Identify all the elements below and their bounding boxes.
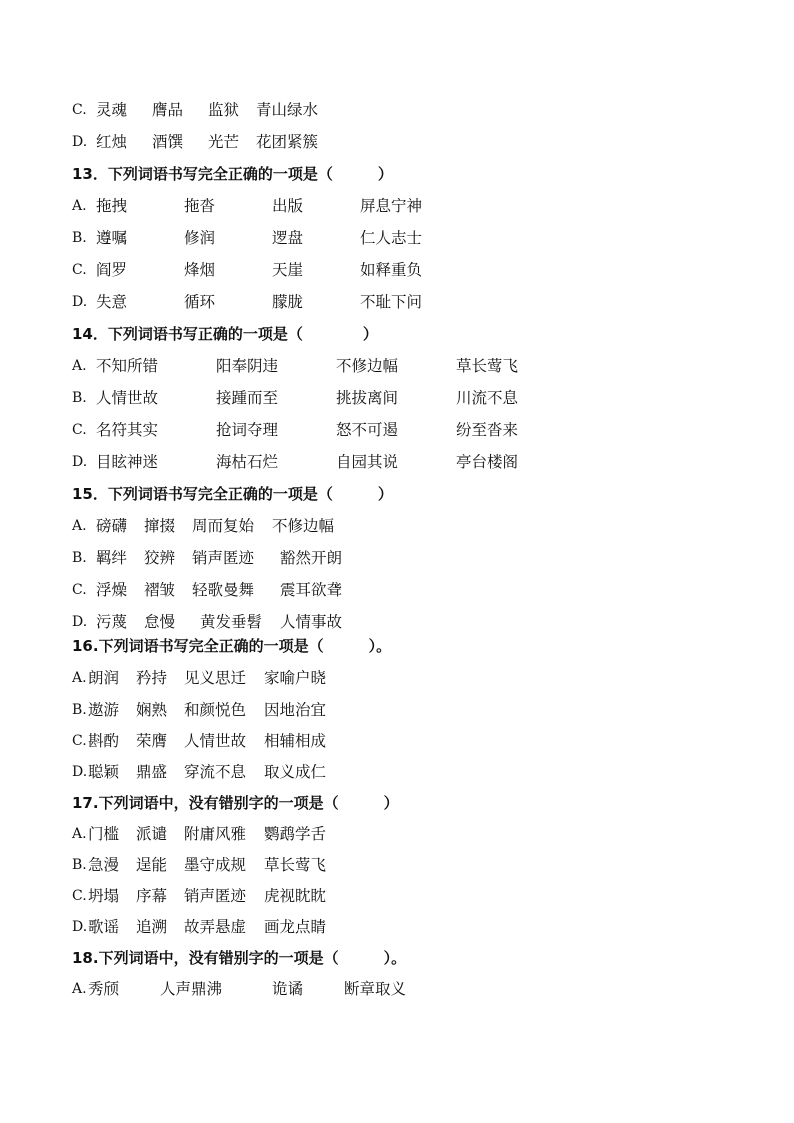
option-word: 狡辨 <box>144 549 176 567</box>
option-word: 青山绿水 <box>256 101 319 119</box>
option-word: 不知所错 <box>96 357 159 375</box>
option-word: 人情世故 <box>96 389 159 407</box>
option-word: 失意 <box>96 293 128 311</box>
question-17-stem: 17.下列词语中，没有错别字的一项是（ ） <box>72 794 399 812</box>
question-13-stem: 13．下列词语书写完全正确的一项是（ ） <box>72 165 393 183</box>
option-word: 斟酌 <box>88 732 120 750</box>
option-word: 断章取义 <box>344 980 407 998</box>
option-word: 轻歌曼舞 <box>192 581 255 599</box>
option-label: C. <box>72 888 87 904</box>
option-word: 附庸风雅 <box>184 825 247 843</box>
option-word: 浮燥 <box>96 581 128 599</box>
option-word: 人情事故 <box>280 613 343 631</box>
option-label: A. <box>72 198 87 214</box>
option-word: 不修边幅 <box>272 517 335 535</box>
option-label: A. <box>72 518 87 534</box>
option-word: 销声匿迹 <box>192 549 255 567</box>
option-word: 膺品 <box>152 101 184 119</box>
option-word: 循环 <box>184 293 216 311</box>
option-word: 矜持 <box>136 669 168 687</box>
option-word: 虎视眈眈 <box>264 887 327 905</box>
option-word: 销声匿迹 <box>184 887 247 905</box>
question-16-stem: 16.下列词语书写完全正确的一项是（ ）。 <box>72 637 392 655</box>
option-label: C. <box>72 262 87 278</box>
option-label: D. <box>72 919 88 935</box>
option-label: D. <box>72 294 88 310</box>
option-word: 屏息宁神 <box>360 197 423 215</box>
option-label: B. <box>72 857 87 873</box>
option-label: D. <box>72 764 88 780</box>
option-label: A. <box>72 670 87 686</box>
option-word: 出版 <box>272 197 304 215</box>
option-label: A. <box>72 981 87 997</box>
option-word: 朗润 <box>88 669 120 687</box>
option-word: 拖沓 <box>184 197 216 215</box>
option-label: B. <box>72 390 87 406</box>
option-word: 逞能 <box>136 856 168 874</box>
option-word: 仁人志士 <box>360 229 423 247</box>
option-word: 豁然开朗 <box>280 549 343 567</box>
option-word: 烽烟 <box>184 261 216 279</box>
option-word: 取义成仁 <box>264 763 327 781</box>
option-word: 亭台楼阁 <box>456 453 519 471</box>
option-word: 褶皱 <box>144 581 176 599</box>
option-label: D. <box>72 134 88 150</box>
option-word: 光芒 <box>208 133 240 151</box>
option-word: 污蔑 <box>96 613 128 631</box>
option-word: 歌谣 <box>88 918 120 936</box>
option-word: 坍塌 <box>88 887 120 905</box>
option-word: 序幕 <box>136 887 168 905</box>
question-15-stem: 15．下列词语书写完全正确的一项是（ ） <box>72 485 393 503</box>
option-word: 人情世故 <box>184 732 247 750</box>
option-label: D. <box>72 454 88 470</box>
option-word: 自园其说 <box>336 453 399 471</box>
option-label: C. <box>72 422 87 438</box>
option-word: 修润 <box>184 229 216 247</box>
option-word: 羁绊 <box>96 549 128 567</box>
option-word: 遨游 <box>88 701 120 719</box>
question-18-stem: 18.下列词语中，没有错别字的一项是（ ）。 <box>72 949 407 967</box>
option-word: 目眩神迷 <box>96 453 159 471</box>
option-word: 不修边幅 <box>336 357 399 375</box>
option-word: 阳奉阴违 <box>216 357 279 375</box>
option-word: 鼎盛 <box>136 763 168 781</box>
option-word: 朦胧 <box>272 293 304 311</box>
option-word: 抢词夺理 <box>216 421 279 439</box>
option-word: 撺掇 <box>144 517 176 535</box>
option-label: C. <box>72 733 87 749</box>
option-word: 聪颖 <box>88 763 120 781</box>
option-label: B. <box>72 702 87 718</box>
option-label: C. <box>72 582 87 598</box>
option-word: 如释重负 <box>360 261 423 279</box>
option-word: 娴熟 <box>136 701 168 719</box>
option-word: 怒不可遏 <box>336 421 399 439</box>
option-word: 海枯石烂 <box>216 453 279 471</box>
option-word: 红烛 <box>96 133 128 151</box>
option-word: 不耻下问 <box>360 293 423 311</box>
option-label: A. <box>72 826 87 842</box>
option-word: 纷至沓来 <box>456 421 519 439</box>
option-word: 墨守成规 <box>184 856 247 874</box>
option-word: 鹦鹉学舌 <box>264 825 327 843</box>
option-word: 接踵而至 <box>216 389 279 407</box>
option-word: 门槛 <box>88 825 120 843</box>
option-word: 秀颀 <box>88 980 120 998</box>
option-label: B. <box>72 230 87 246</box>
option-word: 灵魂 <box>96 101 128 119</box>
option-label: D. <box>72 614 88 630</box>
option-word: 磅礴 <box>96 517 128 535</box>
option-word: 追溯 <box>136 918 168 936</box>
option-word: 穿流不息 <box>184 763 247 781</box>
option-word: 逻盘 <box>272 229 304 247</box>
option-label: A. <box>72 358 87 374</box>
option-word: 川流不息 <box>456 389 519 407</box>
option-word: 家喻户晓 <box>264 669 327 687</box>
option-label: C. <box>72 102 87 118</box>
option-word: 荣膺 <box>136 732 168 750</box>
option-word: 黄发垂髫 <box>200 613 263 631</box>
question-14-stem: 14．下列词语书写正确的一项是（ ） <box>72 325 378 343</box>
option-word: 因地治宜 <box>264 701 327 719</box>
option-word: 挑拔离间 <box>336 389 399 407</box>
option-word: 遵嘱 <box>96 229 128 247</box>
option-word: 和颜悦色 <box>184 701 247 719</box>
option-word: 派谴 <box>136 825 168 843</box>
option-word: 相辅相成 <box>264 732 327 750</box>
option-word: 怠慢 <box>144 613 176 631</box>
option-word: 周而复始 <box>192 517 255 535</box>
option-word: 故弄悬虚 <box>184 918 247 936</box>
option-word: 诡谲 <box>272 980 304 998</box>
option-word: 天崖 <box>272 261 304 279</box>
option-word: 酒馔 <box>152 133 184 151</box>
option-label: B. <box>72 550 87 566</box>
option-word: 急漫 <box>88 856 120 874</box>
option-word: 画龙点睛 <box>264 918 327 936</box>
option-word: 震耳欲聋 <box>280 581 343 599</box>
option-word: 人声鼎沸 <box>160 980 223 998</box>
option-word: 监狱 <box>208 101 240 119</box>
option-word: 阎罗 <box>96 261 128 279</box>
option-word: 拖拽 <box>96 197 128 215</box>
option-word: 草长莺飞 <box>264 856 327 874</box>
option-word: 见义思迁 <box>184 669 247 687</box>
option-word: 草长莺飞 <box>456 357 519 375</box>
option-word: 花团紧簇 <box>256 133 319 151</box>
option-word: 名符其实 <box>96 421 159 439</box>
